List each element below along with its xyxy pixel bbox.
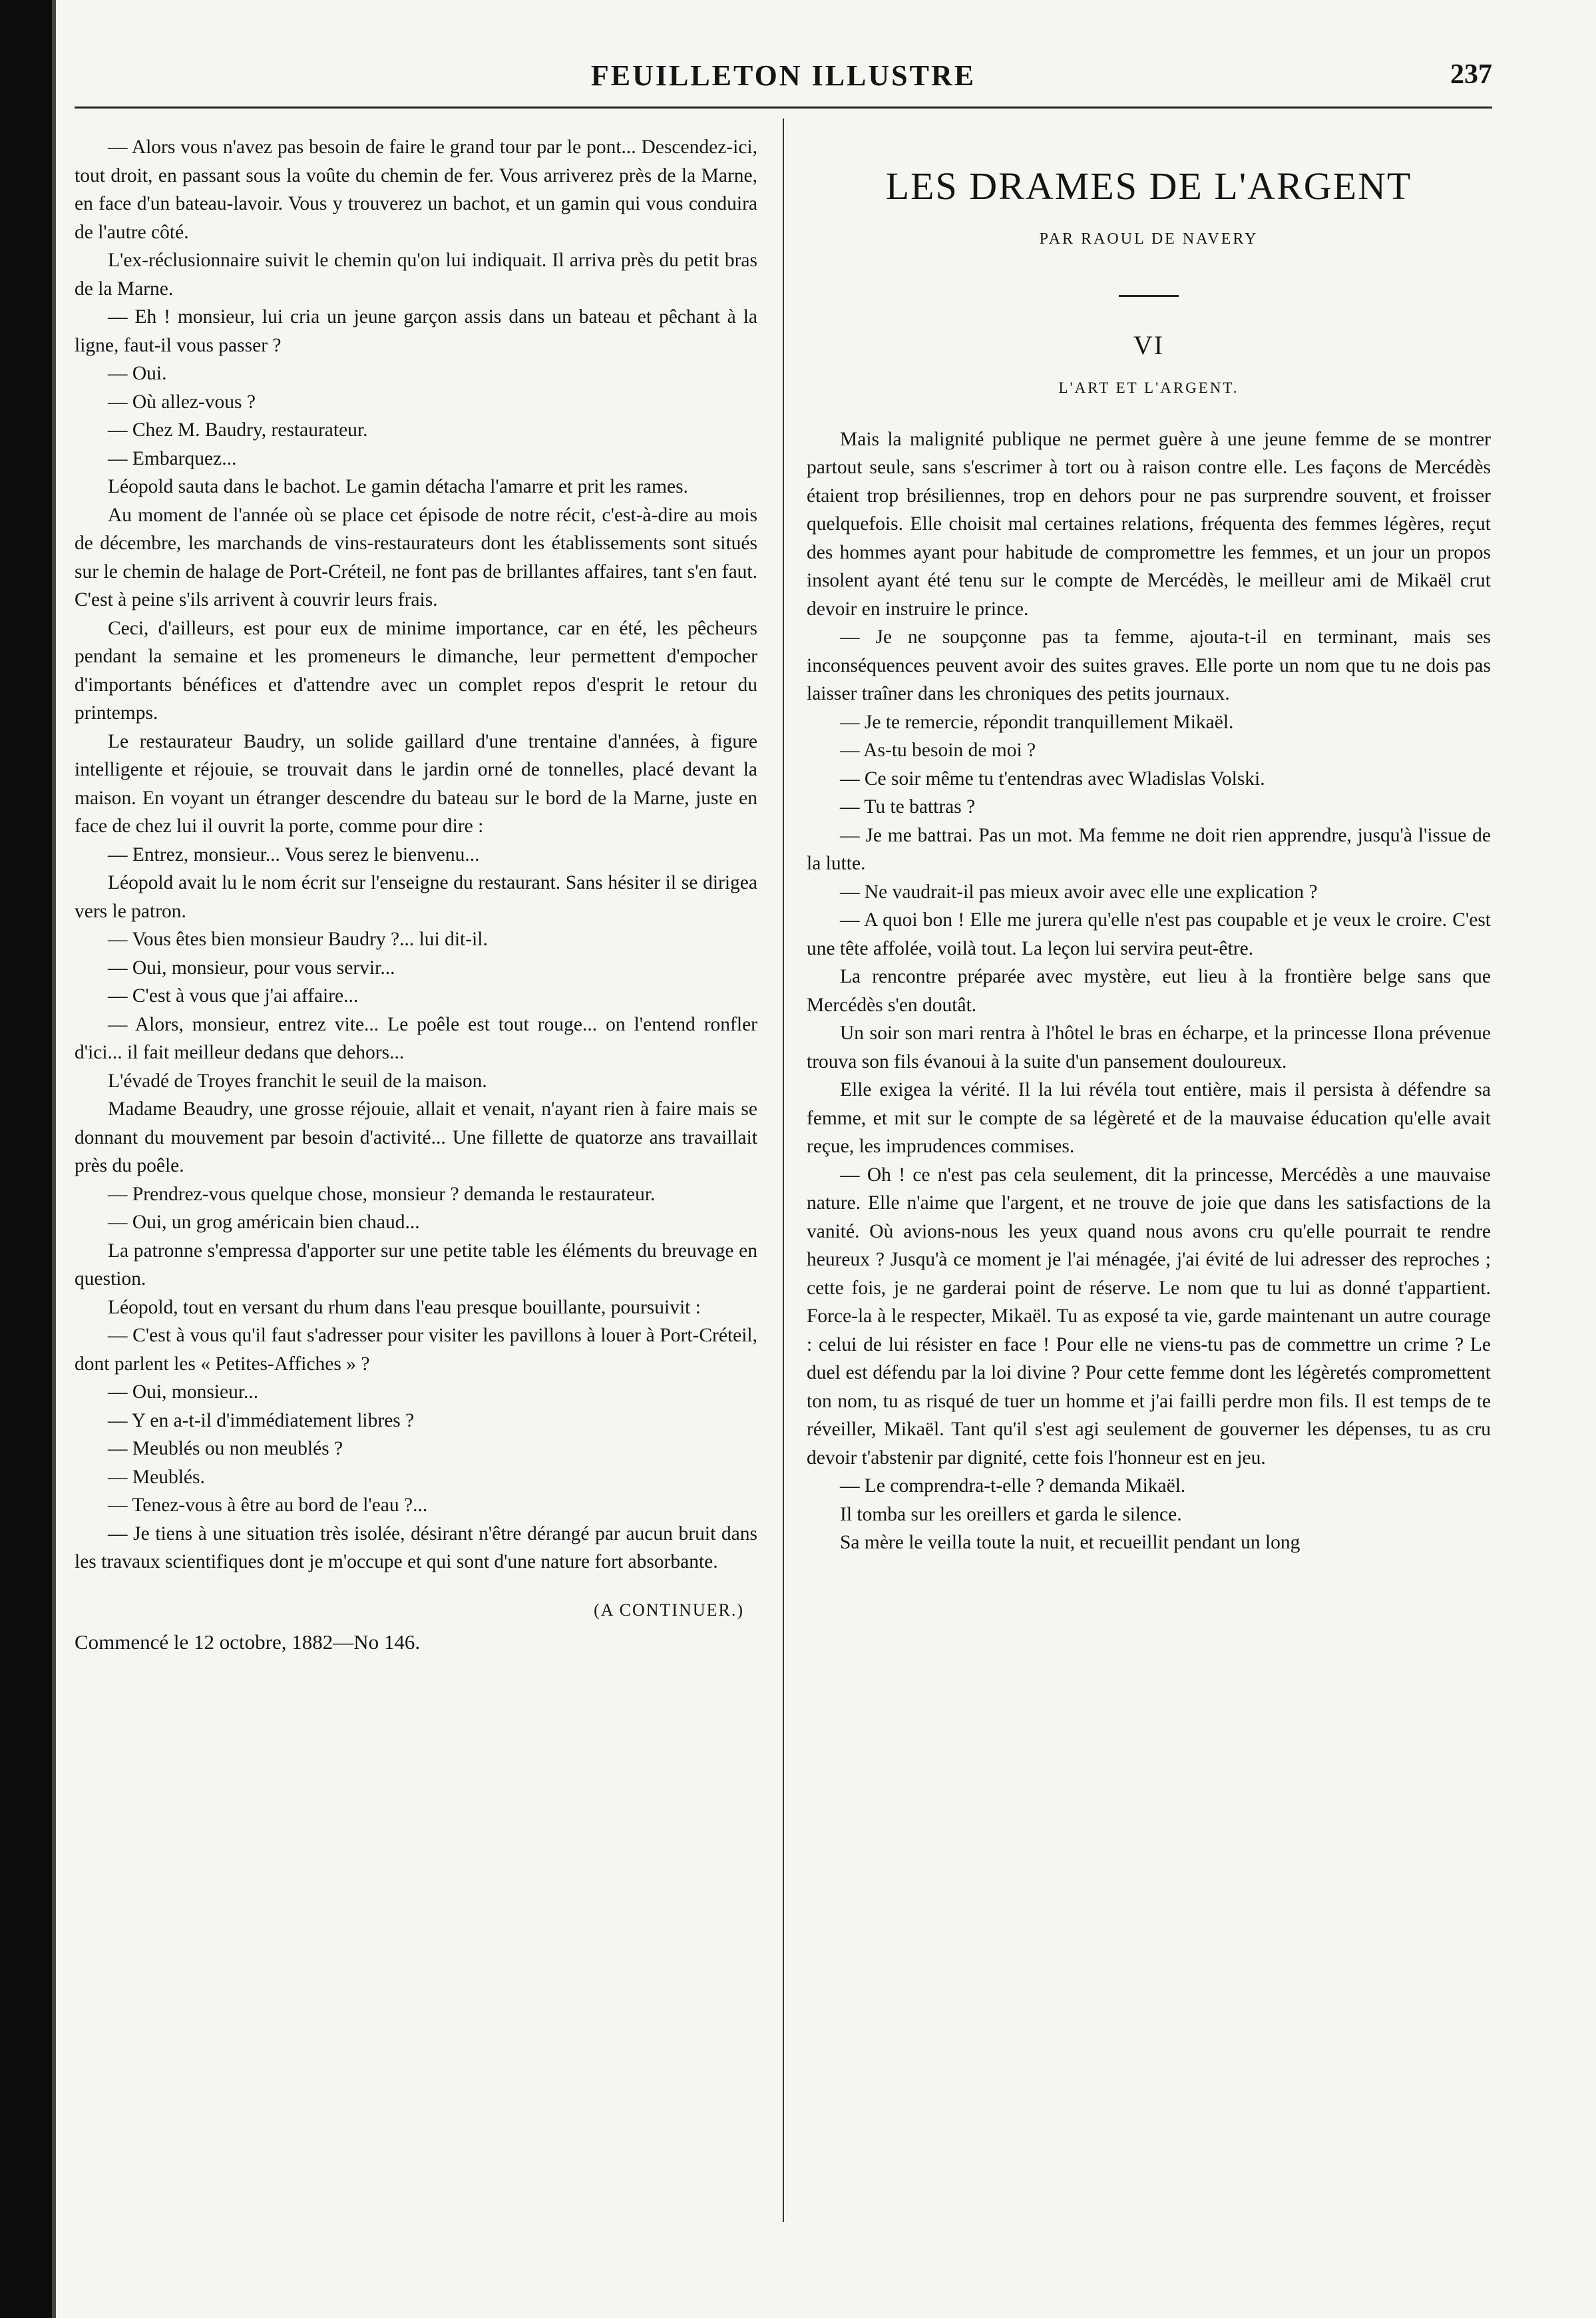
- paragraph: — Je me battrai. Pas un mot. Ma femme ne doit rien apprendre, jusqu'à l'issue de la lutte.: [807, 824, 1491, 874]
- paragraph: — Entrez, monsieur... Vous serez le bienvenu...: [108, 843, 480, 865]
- right-column: [807, 133, 1491, 1557]
- page-header: [75, 59, 1492, 112]
- paragraph: Un soir son mari rentra à l'hôtel le bras en écharpe, et la princesse Ilona prévenue trouva son fils évanoui à la suite d'un pansement douloureux.: [807, 1023, 1491, 1072]
- paragraph: — Oui.: [108, 363, 167, 384]
- paragraph: — Où allez-vous ?: [108, 391, 256, 413]
- paragraph: Mais la malignité publique ne permet guère à une jeune femme de se montrer partout seule, sans s'escrimer à tort ou à raison contre elle. Les façons de Mercédès étaient trop brésiliennes, trop en dehors pour ne pas surprendre souvent, et froisser quelquefois. Elle choisit mal certaines relations, fréquenta des femmes légères, reçut des hommes ayant pour habitude de compromettre les femmes, et un jour un propos insolent ayant été tenu sur le compte de Mercédès, le meilleur ami de Mikaël crut devoir en instruire le prince.: [807, 428, 1491, 620]
- paragraph: — Prendrez-vous quelque chose, monsieur ? demanda le restaurateur.: [108, 1183, 656, 1205]
- header-rule: [75, 107, 1492, 109]
- paragraph: — C'est à vous qu'il faut s'adresser pour visiter les pavillons à louer à Port-Créteil, dont parlent les « Petites-Affiches » ?: [75, 1325, 757, 1375]
- chapter-title: L'ART ET L'ARGENT.: [1058, 379, 1239, 396]
- paragraph: — Oh ! ce n'est pas cela seulement, dit la princesse, Mercédès a une mauvaise nature. Elle n'aime que l'argent, et ne trouve de joie que dans les satisfactions de la vanité. Où avions-nous les yeux quand nous avons cru qu'elle pourrait te rendre heureux ? Jusqu'à ce moment je l'ai ménagée, j'ai évité de lui adresser des reproches ; cette fois, je ne garderai point de réserve. Le nom que tu lui as donné t'appartient. Force-la à le respecter, Mikaël. Tu as exposé ta vie, garde maintenant un autre courage : celui de lui résister en face ! Pour elle ne viens-tu pas de commettre un crime ? Le duel est défendu par la loi divine ? Pour cette femme dont les légèretés compromettent ton nom, tu as risqué de tuer un homme et j'ai failli perdre mon fils. Il est temps de te réveiller, Mikaël. Tant qu'il s'est agi seulement de gouverner les dépenses, tu as cru devoir t'abstenir par dignité, cette fois l'honneur est en jeu.: [807, 1164, 1491, 1469]
- paragraph: — Tu te battras ?: [840, 796, 976, 817]
- paragraph: Au moment de l'année où se place cet épisode de notre récit, c'est-à-dire au mois de décembre, les marchands de vins-restaurateurs dont les établissements sont situés sur le chemin de halage de Port-Créteil, ne font pas de brillantes affaires, tant s'en faut. C'est à peine s'ils arrivent à couvrir leurs frais.: [75, 504, 757, 610]
- paragraph: — Ne vaudrait-il pas mieux avoir avec elle une explication ?: [840, 881, 1318, 903]
- paragraph: Madame Beaudry, une grosse réjouie, allait et venait, n'ayant rien à faire mais se donnant du mouvement par besoin d'activité... Une fillette de quatorze ans travaillait près du poêle.: [75, 1098, 757, 1176]
- left-column: [75, 133, 757, 1656]
- paragraph: — C'est à vous que j'ai affaire...: [108, 985, 359, 1007]
- paragraph: — A quoi bon ! Elle me jurera qu'elle n'est pas coupable et je veux le croire. C'est une tête affolée, voilà tout. La leçon lui servira peut-être.: [807, 909, 1491, 959]
- book-binding-edge: [0, 0, 52, 2318]
- paragraph: — Le comprendra-t-elle ? demanda Mikaël.: [840, 1475, 1186, 1497]
- paragraph: La patronne s'empressa d'apporter sur une petite table les éléments du breuvage en question.: [75, 1240, 757, 1289]
- to-be-continued: (A CONTINUER.): [594, 1600, 744, 1620]
- running-head: FEUILLETON ILLUSTRE: [590, 59, 976, 92]
- paragraph: Léopold, tout en versant du rhum dans l'eau presque bouillante, poursuivit :: [108, 1296, 701, 1318]
- paragraph: Léopold sauta dans le bachot. Le gamin détacha l'amarre et prit les rames.: [108, 476, 688, 497]
- paragraph: — Meublés.: [108, 1466, 205, 1488]
- byline: PAR RAOUL DE NAVERY: [1039, 230, 1259, 248]
- paragraph: — Ce soir même tu t'entendras avec Wladislas Volski.: [840, 768, 1265, 790]
- paragraph: — As-tu besoin de moi ?: [840, 740, 1036, 761]
- paragraph: Le restaurateur Baudry, un solide gaillard d'une trentaine d'années, à figure intelligente et réjouie, se trouvait dans le jardin orné de tonnelles, placé devant la maison. En voyant un étranger descendre du bateau sur le bord de la Marne, juste en face de chez lui il ouvrit la porte, comme pour dire :: [75, 730, 757, 837]
- paragraph: — Eh ! monsieur, lui cria un jeune garçon assis dans un bateau et pêchant à la ligne, faut-il vous passer ?: [75, 306, 757, 356]
- paragraph: — Alors, monsieur, entrez vite... Le poêle est tout rouge... on l'entend ronfler d'ici... il fait meilleur dedans que dehors...: [75, 1013, 757, 1063]
- paragraph: Léopold avait lu le nom écrit sur l'enseigne du restaurant. Sans hésiter il se dirigea vers le patron.: [75, 872, 757, 922]
- continuation-row: [75, 1596, 757, 1628]
- paragraph: Il tomba sur les oreillers et garda le silence.: [840, 1503, 1182, 1525]
- serial-start-note: Commencé le 12 octobre, 1882—No 146.: [75, 1630, 421, 1654]
- paragraph: L'ex-réclusionnaire suivit le chemin qu'on lui indiquait. Il arriva près du petit bras de la Marne.: [75, 250, 757, 300]
- paragraph: Elle exigea la vérité. Il la lui révéla tout entière, mais il persista à défendre sa femme, et mit sur le compte de sa légèreté et de la mauvaise éducation qu'elle avait reçue, les imprudences commises.: [807, 1079, 1491, 1157]
- paragraph: — Y en a-t-il d'immédiatement libres ?: [108, 1409, 415, 1431]
- serial-title: LES DRAMES DE L'ARGENT: [885, 164, 1412, 208]
- paragraph: — Oui, monsieur...: [108, 1381, 259, 1403]
- paragraph: — Chez M. Baudry, restaurateur.: [108, 419, 368, 441]
- paragraph: L'évadé de Troyes franchit le seuil de la maison.: [108, 1070, 487, 1092]
- title-rule: [1119, 295, 1179, 297]
- page-number: 237: [1450, 59, 1492, 90]
- binding-shadow: [52, 0, 56, 2318]
- paragraph: La rencontre préparée avec mystère, eut lieu à la frontière belge sans que Mercédès s'en doutât.: [807, 966, 1491, 1016]
- column-divider: [783, 118, 784, 2222]
- paragraph: Ceci, d'ailleurs, est pour eux de minime importance, car en été, les pêcheurs pendant la semaine et les promeneurs le dimanche, leur permettent d'empocher d'importants bénéfices et d'attendre avec un complet repos d'esprit le retour du printemps.: [75, 617, 757, 724]
- paragraph: — Tenez-vous à être au bord de l'eau ?...: [108, 1495, 428, 1516]
- paragraph: — Je te remercie, répondit tranquillement Mikaël.: [840, 711, 1234, 733]
- paragraph: Sa mère le veilla toute la nuit, et recueillit pendant un long: [840, 1532, 1300, 1553]
- paragraph: — Oui, monsieur, pour vous servir...: [108, 957, 395, 979]
- chapter-number: VI: [1133, 330, 1165, 360]
- paragraph: — Meublés ou non meublés ?: [108, 1438, 343, 1459]
- paragraph: — Je ne soupçonne pas ta femme, ajouta-t-il en terminant, mais ses inconséquences peuvent avoir des suites graves. Elle porte un nom que tu ne dois pas laisser traîner dans les chroniques des petits journaux.: [807, 626, 1491, 704]
- paragraph: — Je tiens à une situation très isolée, désirant n'être dérangé par aucun bruit dans les travaux scientifiques dont je m'occupe et qui sont d'une nature fort absorbante.: [75, 1522, 757, 1572]
- paragraph: — Embarquez...: [108, 447, 237, 469]
- paragraph: — Alors vous n'avez pas besoin de faire le grand tour par le pont... Descendez-ici, tout droit, en passant sous la voûte du chemin de fer. Vous arriverez près de la Marne, en face d'un bateau-lavoir. Vous y trouverez un bachot, et un gamin qui vous conduira de l'autre côté.: [75, 136, 757, 243]
- paragraph: — Oui, un grog américain bien chaud...: [108, 1212, 420, 1233]
- paragraph: — Vous êtes bien monsieur Baudry ?... lui dit-il.: [108, 929, 488, 950]
